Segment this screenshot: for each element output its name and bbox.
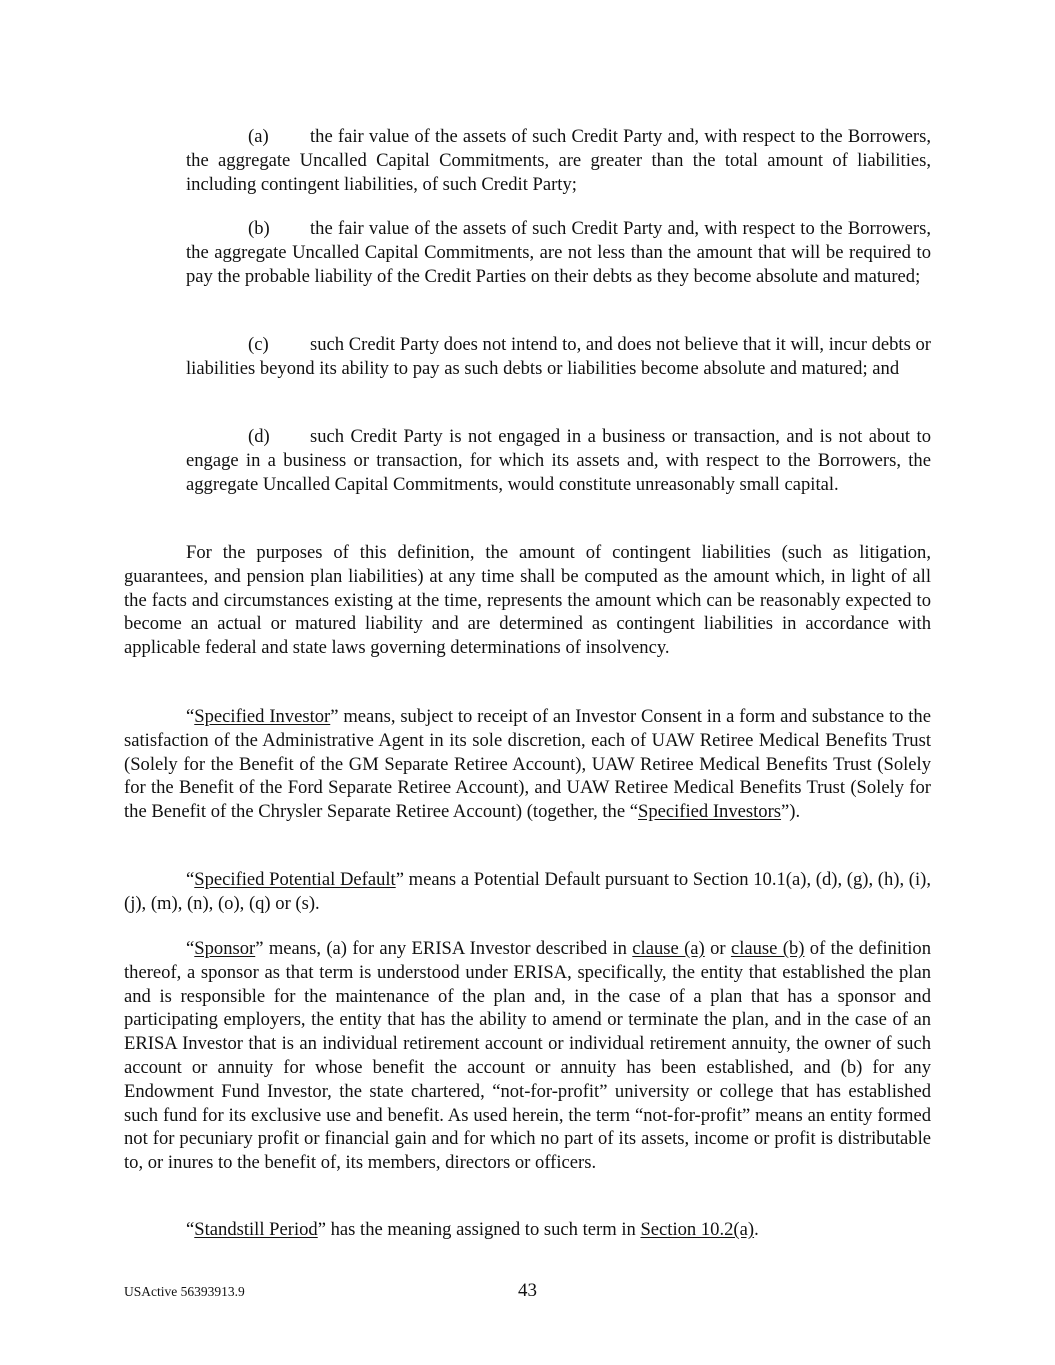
definition-specified-investor: “Specified Investor” means, subject to receipt of an Investor Consent in a form and substance to the satisfaction of the Administrative Agent in its sole discretion, each of UAW Retiree Medical Benefits Trust (Solely for the Benefit of the GM Separate Retiree Account), UAW Retiree Medical Benefits Trust (Solely for the Benefit of the Ford Separate Retiree Account), and UAW Retiree Medical Benefits Trust (Solely for the Benefit of the Chrysler Separate Retiree Account) (together, the “Specified Investors”).	[124, 706, 931, 823]
defined-term: Specified Investors	[638, 801, 782, 823]
cross-reference: Section 10.2(a)	[640, 1219, 755, 1240]
definition-specified-potential-default: “Specified Potential Default” means a Potential Default pursuant to Section 10.1(a), (d), (g), (h), (i), (j), (m), (n), (o), (q) or (s).	[124, 869, 931, 914]
definition-sponsor: “Sponsor” means, (a) for any ERISA Investor described in clause (a) or clause (b) of the definition thereof, a sponsor as that term is understood under ERISA, specifically, the entity that established the plan and is responsible for the maintenance of the plan and, in the case of a plan that has a sponsor and participating employers, the entity that has the ability to amend or terminate the plan, and in the case of an ERISA Investor that is an individual retirement account or individual retirement annuity, the owner of such account or annuity for whose benefit the account or annuity has been established, and (b) for any Endowment Fund Investor, the state chartered, “not-for-profit” university or college that has established such fund for its exclusive use and benefit. As used herein, the term “not-for-profit” means an entity formed not for pecuniary profit or financial gain and for which no part of its assets, income or profit is distributable to, or inures to the benefit of, its members, directors or officers.	[124, 938, 932, 1174]
defined-term: Specified Potential Default	[194, 869, 396, 890]
footer-document-id: USActive 56393913.9	[124, 1284, 245, 1299]
clause-b: (b) the fair value of the assets of such Credit Party and, with respect to the Borrowers, the aggregate Uncalled Capital Commitments, are not less than the amount that will be required to pay the probable liability of the Credit Parties on their debts as they become absolute and matured;	[186, 218, 931, 287]
defined-term: Specified Investor	[194, 706, 331, 727]
cross-reference: clause (a)	[632, 938, 705, 959]
clause-d: (d) such Credit Party is not engaged in a business or transaction, and is not about to engage in a business or transaction, for which its assets and, with respect to the Borrowers, the aggregate Uncalled Capital Commitments, would constitute unreasonably small capital.	[186, 426, 931, 495]
defined-term: Standstill Period	[194, 1219, 318, 1240]
clause-a: (a) the fair value of the assets of such Credit Party and, with respect to the Borrowers, the aggregate Uncalled Capital Commitments, are greater than the total amount of liabilities, including contingent liabilities, of such Credit Party;	[186, 126, 931, 195]
cross-reference: clause (b)	[730, 938, 805, 959]
clause-c: (c) such Credit Party does not intend to, and does not believe that it will, incur debts or liabilities beyond its ability to pay as such debts or liabilities become absolute and matured; and	[186, 334, 931, 379]
defined-term: Sponsor	[194, 938, 256, 959]
page-number: 43	[518, 1280, 537, 1301]
purposes-paragraph: For the purposes of this definition, the amount of contingent liabilities (such as litigation, guarantees, and pension plan liabilities) at any time shall be computed as the amount which, in light of all the facts and circumstances existing at the time, represents the amount which can be reasonably expected to become an actual or matured liability and are determined as contingent liabilities in accordance with applicable federal and state laws governing determinations of insolvency.	[124, 542, 931, 659]
definition-standstill-period: “Standstill Period” has the meaning assigned to such term in Section 10.2(a).	[186, 1219, 759, 1240]
